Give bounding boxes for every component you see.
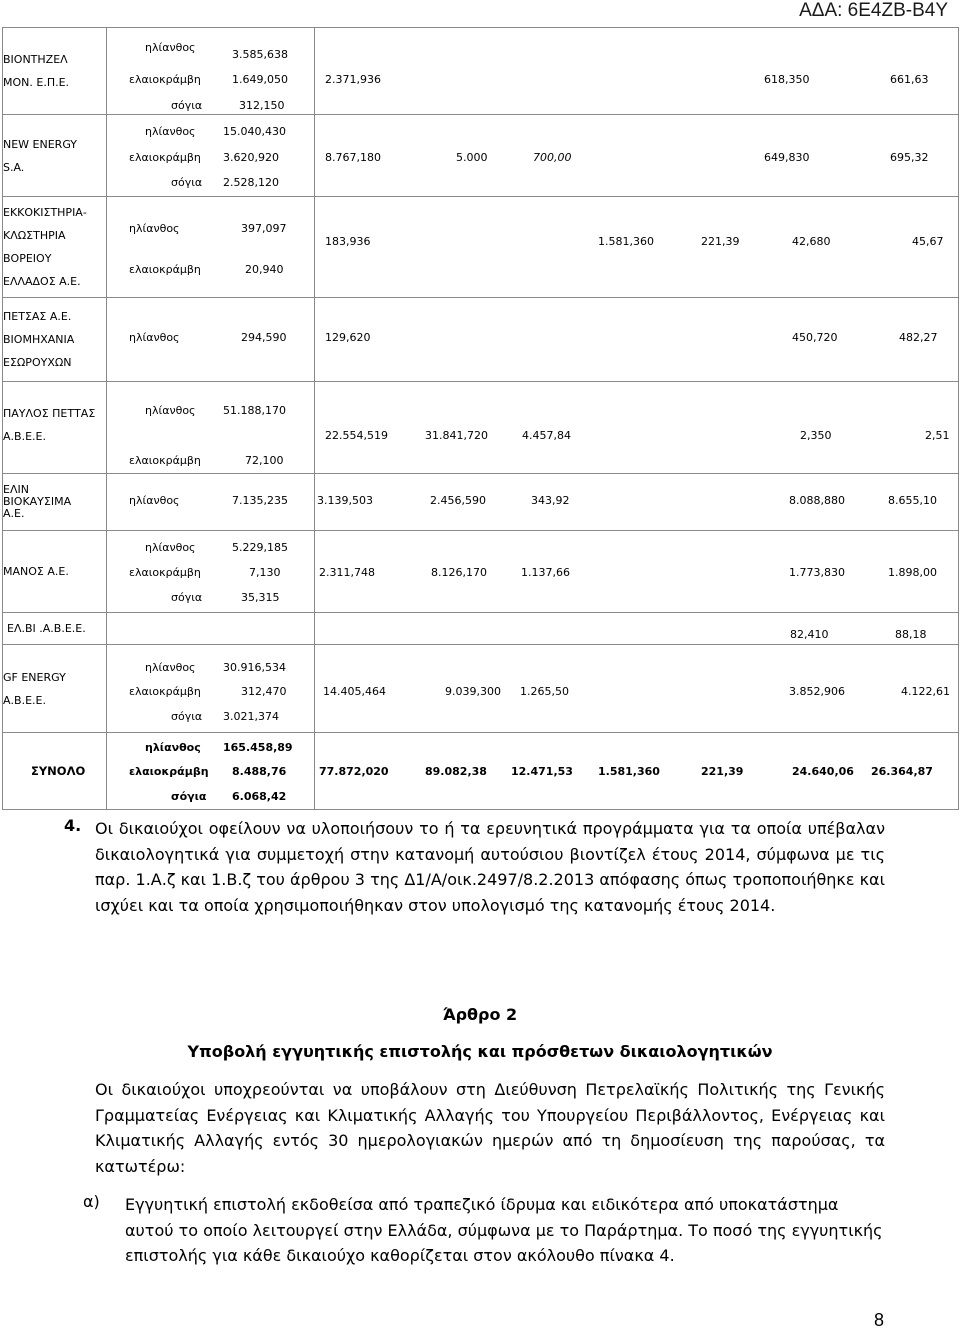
paragraph-obligations: Οι δικαιούχοι οφείλουν να υλοποιήσουν το ή τα ερευνητικά προγράμματα για τα οποία υπέβαλαν δικαιολογητικά για συμμετοχή στην κατανομή αυτούσιου βιοντίζελ έτους 2014, σύμφωνα με τις παρ. 1.Α.ζ και 1.Β.ζ του άρθρου 3 της Δ1/Α/οικ.2497/8.2.2013 απόφασης όπως τροποποιήθηκε και ισχύει και τα οποία χρησιμοποιήθηκαν στον υπολογισμό της κατανομής έτους 2014. [95, 819, 885, 915]
crops-cell: ηλίανθος 165.458,89 ελαιοκράμβη 8.488,76 σόγια 6.068,42 [107, 733, 315, 810]
crops-cell: ηλίανθος 30.916,534 ελαιοκράμβη 312,470 σόγια 3.021,374 [107, 645, 315, 733]
values-cell: 77.872,020 89.082,38 12.471,53 1.581,360 221,39 24.640,06 26.364,87 [315, 733, 959, 810]
total-row [3, 733, 959, 810]
paragraph-submission: Οι δικαιούχοι υποχρεούνται να υποβάλουν στη Διεύθυνση Πετρελαϊκής Πολιτικής της Γενικής Γραμματείας Ενέργειας και Κλιματικής Αλλαγής του Υπουργείου Περιβάλλοντος, Ενέργειας και Κλιματικής Αλλαγής εντός 30 ημερολογιακών ημερών από τη δημοσίευση της παρούσας, τα κατωτέρω: [95, 1080, 885, 1176]
list-label-a: α) [83, 1192, 100, 1211]
company-cell: ΠΕΤΣΑΣ Α.Ε. ΒΙΟΜΗΧΑΝΙΑ ΕΣΩΡΟΥΧΩΝ [3, 298, 107, 382]
crops-cell: ηλίανθος 3.585,638 ελαιοκράμβη 1.649,050 σόγια 312,150 [107, 28, 315, 115]
company-cell: ΕΛ.ΒΙ .Α.Β.Ε.Ε. [3, 613, 107, 645]
table-row [3, 197, 959, 298]
ada-code: ΑΔΑ: 6Ε4ΖΒ-Β4Υ [799, 0, 948, 21]
table-row [3, 382, 959, 474]
company-cell: ΜΑΝΟΣ Α.Ε. [3, 531, 107, 613]
article-subtitle: Υποβολή εγγυητικής επιστολής και πρόσθετων δικαιολογητικών [187, 1042, 773, 1061]
crops-cell [107, 613, 315, 645]
table-row [3, 298, 959, 382]
company-cell: ΕΛΙΝ ΒΙΟΚΑΥΣΙΜΑ Α.Ε. [3, 474, 107, 531]
values-cell: 2.371,936 618,350 661,63 [315, 28, 959, 115]
values-cell: 8.767,180 5.000 700,00 649,830 695,32 [315, 115, 959, 197]
crops-cell: ηλίανθος 15.040,430 ελαιοκράμβη 3.620,920 σόγια 2.528,120 [107, 115, 315, 197]
crops-cell: ηλίανθος 7.135,235 [107, 474, 315, 531]
values-cell: 14.405,464 9.039,300 1.265,50 3.852,906 4.122,61 [315, 645, 959, 733]
company-cell: ΒΙΟΝΤΗΖΕΛ ΜΟΝ. Ε.Π.Ε. [3, 28, 107, 115]
company-cell: GF ENERGY Α.Β.Ε.Ε. [3, 645, 107, 733]
item-number: 4. [64, 816, 82, 835]
list-item-a: Εγγυητική επιστολή εκδοθείσα από τραπεζικό ίδρυμα και ειδικότερα από υποκατάστημα αυτού το οποίο λειτουργεί στην Ελλάδα, σύμφωνα με το Παράρτημα. Το ποσό της εγγυητικής επιστολής για κάθε δικαιούχο καθορίζεται στον ακόλουθο πίνακα 4. [125, 1195, 883, 1265]
total-label: ΣΥΝΟΛΟ [3, 733, 107, 810]
table-row [3, 474, 959, 531]
company-cell: ΠΑΥΛΟΣ ΠΕΤΤΑΣ Α.Β.Ε.Ε. [3, 382, 107, 474]
table-row [3, 645, 959, 733]
values-cell: 129,620 450,720 482,27 [315, 298, 959, 382]
allocation-table [2, 27, 959, 810]
table-row [3, 531, 959, 613]
crops-cell: ηλίανθος 5.229,185 ελαιοκράμβη 7,130 σόγια 35,315 [107, 531, 315, 613]
table-row [3, 115, 959, 197]
table-row [3, 613, 959, 645]
crops-cell: ηλίανθος 51.188,170 ελαιοκράμβη 72,100 [107, 382, 315, 474]
values-cell: 22.554,519 31.841,720 4.457,84 2,350 2,51 [315, 382, 959, 474]
values-cell: 2.311,748 8.126,170 1.137,66 1.773,830 1.898,00 [315, 531, 959, 613]
article-title: Άρθρο 2 [442, 1005, 518, 1024]
crops-cell: ηλίανθος 294,590 [107, 298, 315, 382]
company-cell: ΕΚΚΟΚΙΣΤΗΡΙΑ- ΚΛΩΣΤΗΡΙΑ ΒΟΡΕΙΟΥ ΕΛΛΑΔΟΣ Α.Ε. [3, 197, 107, 298]
crops-cell: ηλίανθος 397,097 ελαιοκράμβη 20,940 [107, 197, 315, 298]
values-cell: 183,936 1.581,360 221,39 42,680 45,67 [315, 197, 959, 298]
page-number: 8 [873, 1310, 884, 1330]
values-cell: 82,410 88,18 [315, 613, 959, 645]
values-cell: 3.139,503 2.456,590 343,92 8.088,880 8.655,10 [315, 474, 959, 531]
table-row [3, 28, 959, 115]
company-cell: NEW ENERGY S.A. [3, 115, 107, 197]
